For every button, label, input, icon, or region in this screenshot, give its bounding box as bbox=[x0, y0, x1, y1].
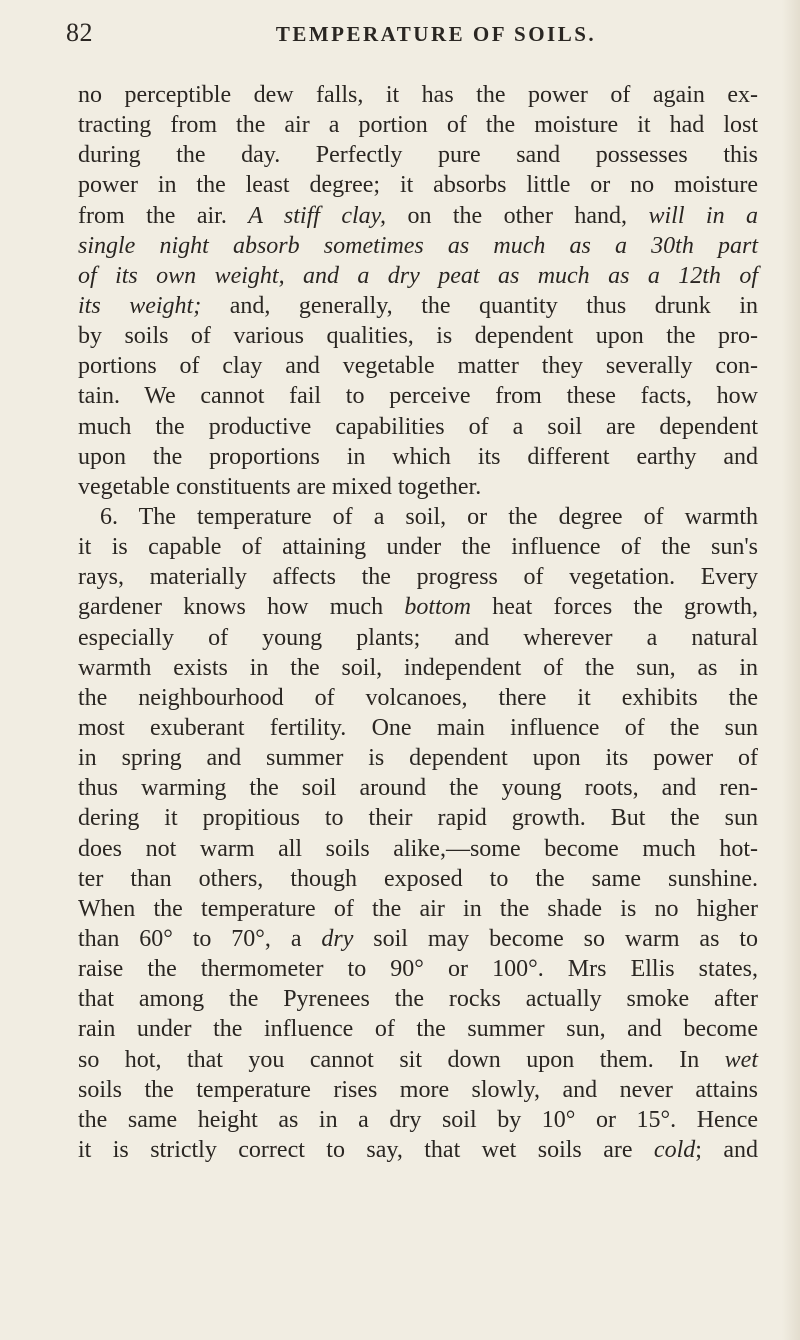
text-line bbox=[78, 683, 758, 713]
text-line bbox=[78, 834, 758, 864]
text-segment: upon the proportions in which its different earthy and bbox=[78, 443, 758, 470]
text-segment: tain. We cannot fail to perceive from these facts, how bbox=[78, 383, 758, 410]
text-segment: portions of clay and vegetable matter they severally con- bbox=[78, 353, 758, 380]
text-line bbox=[78, 894, 758, 924]
text-segment: power in the least degree; it absorbs little or no moisture bbox=[78, 172, 758, 199]
text-segment: does not warm all soils alike,—some become much hot- bbox=[78, 835, 758, 862]
text-line bbox=[78, 713, 758, 743]
text-line bbox=[78, 502, 758, 532]
page-header bbox=[66, 18, 766, 54]
text-segment: rain under the influence of the summer sun, and become bbox=[78, 1016, 758, 1043]
text-segment: it is capable of attaining under the influence of the sun's bbox=[78, 534, 758, 561]
text-line bbox=[78, 412, 758, 442]
text-line bbox=[78, 201, 758, 231]
text-line bbox=[78, 140, 758, 170]
italic-text: will in a bbox=[648, 202, 759, 229]
text-segment: gardener knows how much bbox=[78, 594, 405, 621]
text-line bbox=[78, 532, 758, 562]
text-line bbox=[78, 1135, 758, 1165]
text-line bbox=[78, 472, 758, 502]
text-segment: and, generally, the quantity thus drunk in bbox=[201, 292, 758, 319]
text-line bbox=[78, 381, 758, 411]
text-line bbox=[78, 864, 758, 894]
text-line bbox=[78, 773, 758, 803]
italic-text: A stiff clay, bbox=[248, 202, 387, 229]
text-line bbox=[78, 261, 758, 291]
text-segment: by soils of various qualities, is dependent upon the pro- bbox=[78, 323, 758, 350]
text-segment: the same height as in a dry soil by 10° or 15°. Hence bbox=[78, 1106, 758, 1133]
text-line bbox=[78, 110, 758, 140]
text-segment: especially of young plants; and wherever a natural bbox=[78, 624, 758, 651]
text-segment: soils the temperature rises more slowly, and never attains bbox=[78, 1076, 758, 1103]
text-segment: rays, materially affects the progress of vegetation. Every bbox=[78, 564, 758, 591]
text-line bbox=[78, 803, 758, 833]
text-line bbox=[78, 653, 758, 683]
text-segment: ; and bbox=[695, 1136, 758, 1163]
text-segment: heat forces the growth, bbox=[471, 594, 758, 621]
text-line bbox=[78, 442, 758, 472]
text-line bbox=[78, 1045, 758, 1075]
text-segment: much the productive capabilities of a soil are dependent bbox=[78, 413, 758, 440]
text-line bbox=[78, 231, 758, 261]
text-line bbox=[78, 743, 758, 773]
text-segment: 6. The temperature of a soil, or the degree of warmth bbox=[100, 503, 758, 530]
text-segment: soil may become so warm as to bbox=[353, 925, 758, 952]
text-line bbox=[78, 954, 758, 984]
text-segment: dering it propitious to their rapid growth. But the sun bbox=[78, 805, 758, 832]
page-number: 82 bbox=[66, 18, 93, 47]
text-segment: warmth exists in the soil, independent of the sun, as in bbox=[78, 654, 758, 681]
text-segment: on the other hand, bbox=[386, 202, 649, 229]
text-segment: it is strictly correct to say, that wet soils are bbox=[78, 1136, 654, 1163]
text-segment: that among the Pyrenees the rocks actually smoke after bbox=[78, 986, 758, 1013]
text-line bbox=[78, 351, 758, 381]
text-line bbox=[78, 1075, 758, 1105]
italic-text: of its own weight, and a dry peat as much as a 12th of bbox=[78, 262, 758, 289]
text-line bbox=[78, 623, 758, 653]
running-head: TEMPERATURE OF SOILS. bbox=[275, 22, 597, 46]
text-segment: no perceptible dew falls, it has the power of again ex- bbox=[78, 82, 758, 108]
italic-text: dry bbox=[321, 925, 354, 952]
text-segment: ter than others, though exposed to the same sunshine. bbox=[78, 865, 758, 892]
text-segment: thus warming the soil around the young roots, and ren- bbox=[78, 775, 758, 802]
text-segment: in spring and summer is dependent upon its power of bbox=[78, 745, 758, 772]
text-line bbox=[78, 291, 758, 321]
text-segment: from the air. bbox=[78, 202, 249, 229]
text-line bbox=[78, 1105, 758, 1135]
page-edge-shadow bbox=[782, 0, 800, 1340]
italic-text: wet bbox=[724, 1046, 758, 1073]
text-segment: vegetable constituents are mixed together. bbox=[78, 473, 482, 500]
text-line bbox=[78, 1014, 758, 1044]
italic-text: single night absorb sometimes as much as a 30th part bbox=[78, 232, 758, 259]
text-line bbox=[78, 170, 758, 200]
text-segment: most exuberant fertility. One main influence of the sun bbox=[78, 714, 758, 741]
text-segment: so hot, that you cannot sit down upon them. In bbox=[78, 1046, 725, 1073]
italic-text: cold bbox=[653, 1136, 696, 1163]
text-segment: When the temperature of the air in the shade is no higher bbox=[78, 895, 758, 922]
text-line bbox=[78, 80, 758, 110]
text-line bbox=[78, 562, 758, 592]
text-line bbox=[78, 924, 758, 954]
text-line bbox=[78, 984, 758, 1014]
text-line bbox=[78, 592, 758, 622]
body-text bbox=[78, 80, 758, 1165]
text-segment: than 60° to 70°, a bbox=[78, 925, 322, 952]
text-segment: raise the thermometer to 90° or 100°. Mrs Ellis states, bbox=[78, 956, 758, 983]
italic-text: its weight; bbox=[78, 292, 202, 319]
text-segment: tracting from the air a portion of the moisture it had lost bbox=[78, 112, 758, 139]
text-segment: the neighbourhood of volcanoes, there it exhibits the bbox=[78, 684, 758, 711]
text-line bbox=[78, 321, 758, 351]
text-segment: during the day. Perfectly pure sand possesses this bbox=[78, 142, 758, 169]
italic-text: bottom bbox=[404, 594, 472, 621]
